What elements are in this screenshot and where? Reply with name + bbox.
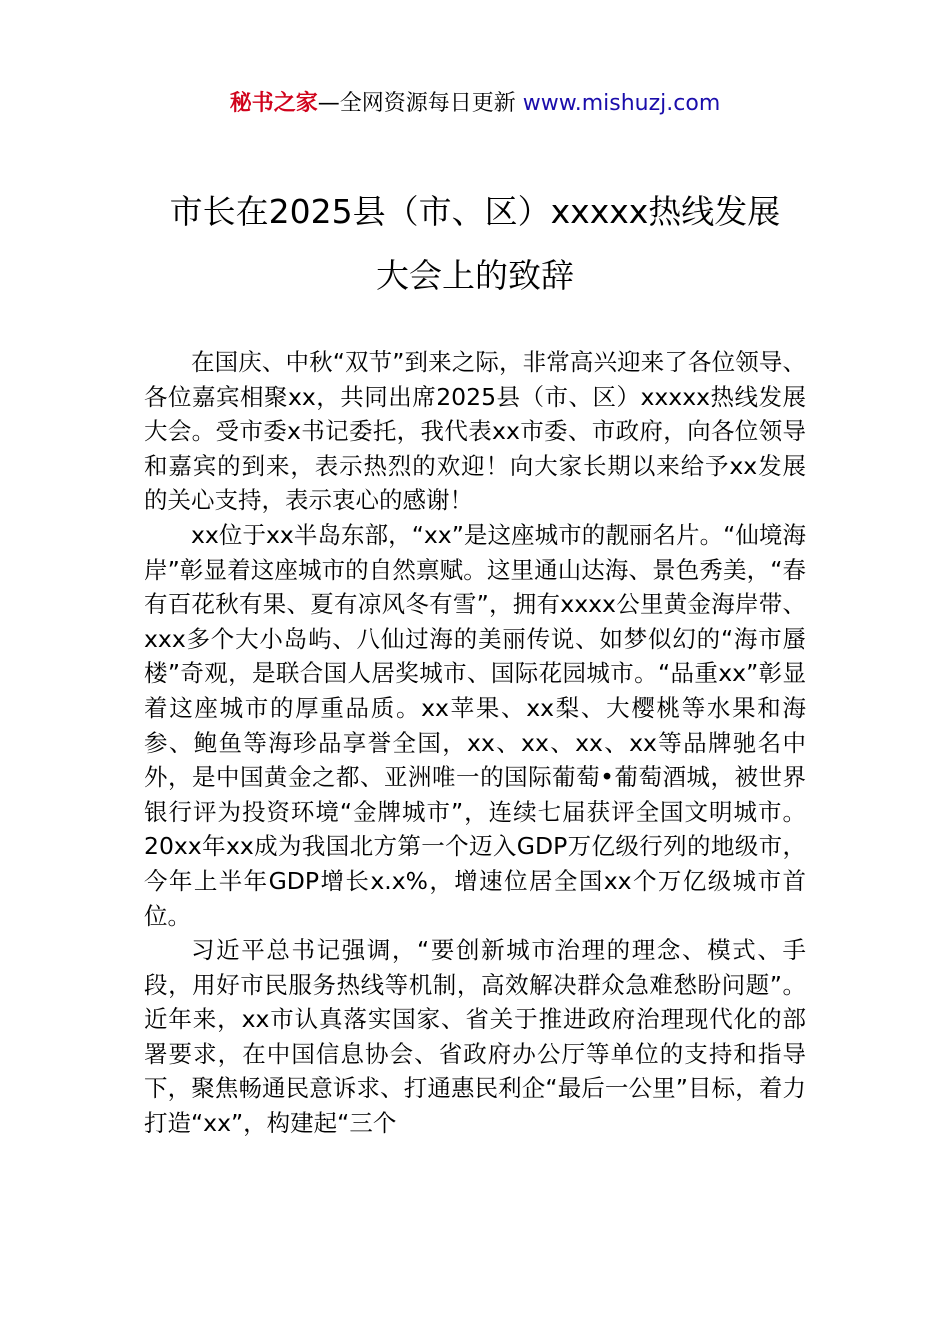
brand-name: 秘书之家 bbox=[229, 91, 318, 116]
title-line-2: 大会上的致辞 bbox=[376, 256, 574, 295]
paragraph-2: xx位于xx半岛东部，“xx”是这座城市的靓丽名片。“仙境海岸”彰显着这座城市的自然禀赋。这里通山达海、景色秀美，“春有百花秋有果、夏有凉风冬有雪”，拥有xxxx公里黄金海岸带、xxx多个大小岛屿、八仙过海的美丽传说、如梦似幻的“海市蜃楼”奇观，是联合国人居奖城市、国际花园城市。“品重xx”彰显着这座城市的厚重品质。xx苹果、xx梨、大樱桃等水果和海参、鲍鱼等海珍品享誉全国，xx、xx、xx、xx等品牌驰名中外，是中国黄金之都、亚洲唯一的国际葡萄•葡萄酒城，被世界银行评为投资环境“金牌城市”，连续七届获评全国文明城市。20xx年xx成为我国北方第一个迈入GDP万亿级行列的地级市，今年上半年GDP增长x.x%，增速位居全国xx个万亿级城市首位。 bbox=[144, 520, 806, 930]
title-line-1: 市长在2025县（市、区）xxxxx热线发展 bbox=[169, 192, 781, 231]
document-body bbox=[144, 345, 806, 1141]
site-header bbox=[0, 88, 950, 120]
header-slogan: 全网资源每日更新 bbox=[339, 91, 523, 116]
paragraph-3: 习近平总书记强调，“要创新城市治理的理念、模式、手段，用好市民服务热线等机制，高效解决群众急难愁盼问题”。近年来，xx市认真落实国家、省关于推进政府治理现代化的部署要求，在中国信息协会、省政府办公厅等单位的支持和指导下，聚焦畅通民意诉求、打通惠民利企“最后一公里”目标，着力打造“xx”，构建起“三个 bbox=[144, 936, 806, 1138]
paragraph-1: 在国庆、中秋“双节”到来之际，非常高兴迎来了各位领导、各位嘉宾相聚xx，共同出席2025县（市、区）xxxxx热线发展大会。受市委x书记委托，我代表xx市委、市政府，向各位领导和嘉宾的到来，表示热烈的欢迎！向大家长期以来给予xx发展的关心支持，表示衷心的感谢！ bbox=[144, 348, 806, 515]
header-dash: — bbox=[317, 91, 340, 116]
site-url-link[interactable]: www.mishuzj.com bbox=[522, 91, 721, 116]
document-title bbox=[120, 180, 830, 308]
